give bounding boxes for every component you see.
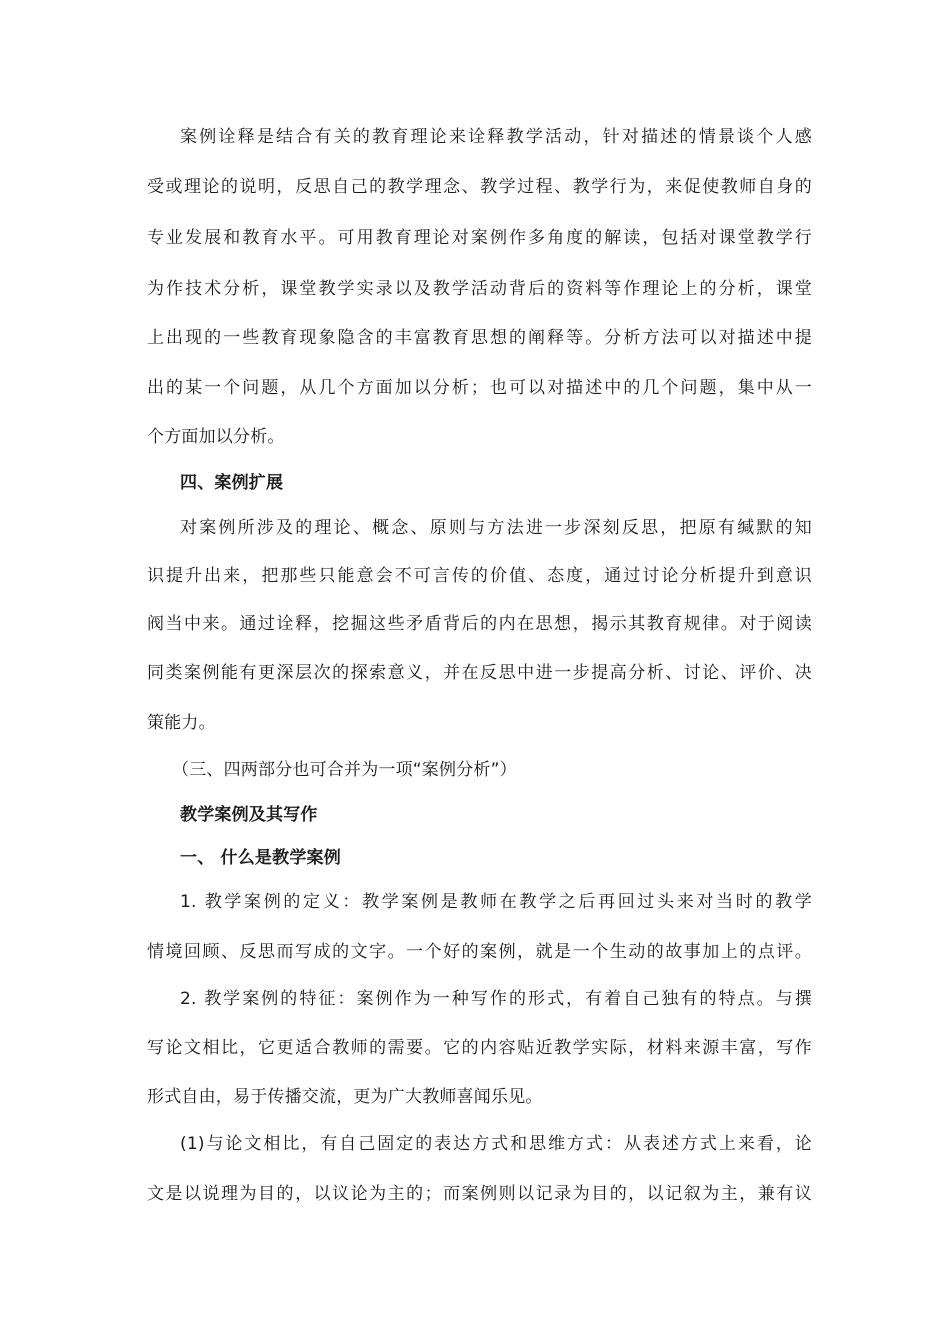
paragraph-line: 案例诠释是结合有关的教育理论来诠释教学活动，针对描述的情景谈个人感	[180, 127, 812, 147]
paragraph-line: 1. 教学案例的定义：教学案例是教师在教学之后再回过头来对当时的教学	[180, 892, 812, 912]
paragraph-line: 写论文相比，它更适合教师的需要。它的内容贴近教学实际，材料来源丰富，写作	[147, 1038, 812, 1058]
paragraph-line: 2. 教学案例的特征：案例作为一种写作的形式，有着自己独有的特点。与撰	[180, 989, 812, 1009]
paragraph-line: 个方面加以分析。	[147, 427, 285, 447]
paragraph-line: (1)与论文相比，有自己固定的表达方式和思维方式：从表述方式上来看，论	[180, 1134, 812, 1154]
paragraph-line: 同类案例能有更深层次的探索意义，并在反思中进一步提高分析、讨论、评价、决	[147, 663, 812, 683]
page-heading: 教学案例及其写作	[180, 805, 318, 825]
paragraph-line: 对案例所涉及的理论、概念、原则与方法进一步深刻反思，把原有缄默的知	[180, 518, 812, 538]
paragraph-line: 策能力。	[147, 713, 216, 733]
paragraph-line: 专业发展和教育水平。可用教育理论对案例作多角度的解读，包括对课堂教学行	[147, 228, 812, 248]
paragraph-line: 识提升出来，把那些只能意会不可言传的价值、态度，通过讨论分析提升到意识	[147, 566, 812, 586]
paragraph-line: 情境回顾、反思而写成的文字。一个好的案例，就是一个生动的故事加上的点评。	[147, 942, 812, 962]
paragraph-line: 为作技术分析，课堂教学实录以及教学活动背后的资料等作理论上的分析，课堂	[147, 279, 812, 299]
paragraph-line: 文是以说理为目的，以议论为主的；而案例则以记录为目的，以记叙为主，兼有议	[147, 1184, 812, 1204]
paragraph-line: 阀当中来。通过诠释，挖掘这些矛盾背后的内在思想，揭示其教育规律。对于阅读	[147, 614, 812, 634]
note-text: （三、四两部分也可合并为一项“案例分析”）	[172, 760, 517, 780]
section-heading: 一、 什么是教学案例	[180, 848, 341, 868]
paragraph-line: 出的某一个问题，从几个方面加以分析；也可以对描述中的几个问题，集中从一	[147, 378, 812, 398]
paragraph-line: 上出现的一些教育现象隐含的丰富教育思想的阐释等。分析方法可以对描述中提	[147, 328, 812, 348]
section-heading: 四、案例扩展	[180, 473, 284, 493]
paragraph-line: 形式自由，易于传播交流，更为广大教师喜闻乐见。	[147, 1087, 543, 1107]
paragraph-line: 受或理论的说明，反思自己的教学理念、教学过程、教学行为，来促使教师自身的	[147, 177, 812, 197]
